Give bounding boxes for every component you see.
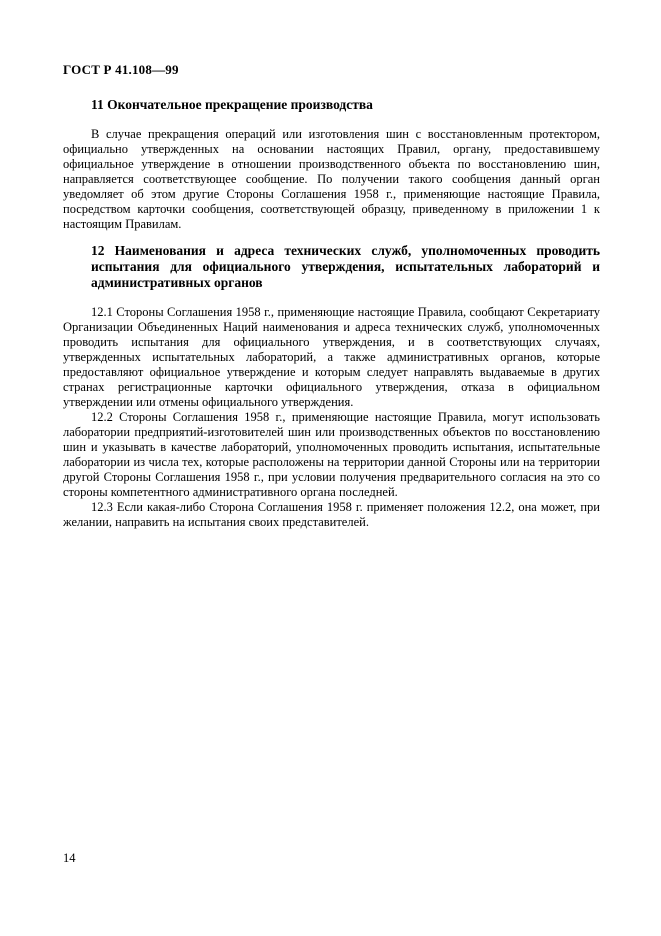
paragraph-12-1: 12.1 Стороны Соглашения 1958 г., применяющие настоящие Правила, сообщают Секретариату Организации Объединенных Наций наименования и адреса технических служб, уполномоченных проводить испытания для официального утверждения, и в соответствующих случаях, утвержденных испытательных лабораторий, а также административных органов, которые предоставляют официальное утверждение и которым следует направлять выдаваемые в других странах регистрационные карточки официального утверждения, отказа в официальном утверждении или отмены официального утверждения. — [63, 305, 600, 409]
paragraph-12-2: 12.2 Стороны Соглашения 1958 г., применяющие настоящие Правила, могут использовать лаборатории предприятий-изготовителей шин или производственных объектов по восстановлению шин и указывать в качестве лабораторий, уполномоченных проводить испытания, испытательные лаборатории из числа тех, которые расположены на территории данной Стороны или на территории другой Стороны Соглашения 1958 г., при условии получения предварительного согласия на это со стороны компетентного административного органа последней. — [63, 410, 600, 499]
section-11-paragraph: В случае прекращения операций или изготовления шин с восстановленным протектором, официально утвержденных на основании настоящих Правил, органу, предоставившему официальное утверждение в отношении производственного объекта по восстановлению шин, направляется соответствующее сообщение. По получении такого сообщения данный орган уведомляет об этом другие Стороны Соглашения 1958 г., применяющие настоящие Правила, посредством карточки сообщения, соответствующей образцу, приведенному в приложении 1 к настоящим Правилам. — [63, 127, 600, 231]
paragraph-12-3: 12.3 Если какая-либо Сторона Соглашения 1958 г. применяет положения 12.2, она может, при желании, направить на испытания своих представителей. — [63, 500, 600, 529]
section-11-heading: 11 Окончательное прекращение производства — [91, 97, 373, 112]
document-header: ГОСТ Р 41.108—99 — [63, 62, 179, 77]
section-12-heading: 12 Наименования и адреса технических служб, уполномоченных проводить испытания для официального утверждения, испытательных лабораторий и административных органов — [91, 243, 600, 290]
page-number: 14 — [63, 851, 76, 865]
